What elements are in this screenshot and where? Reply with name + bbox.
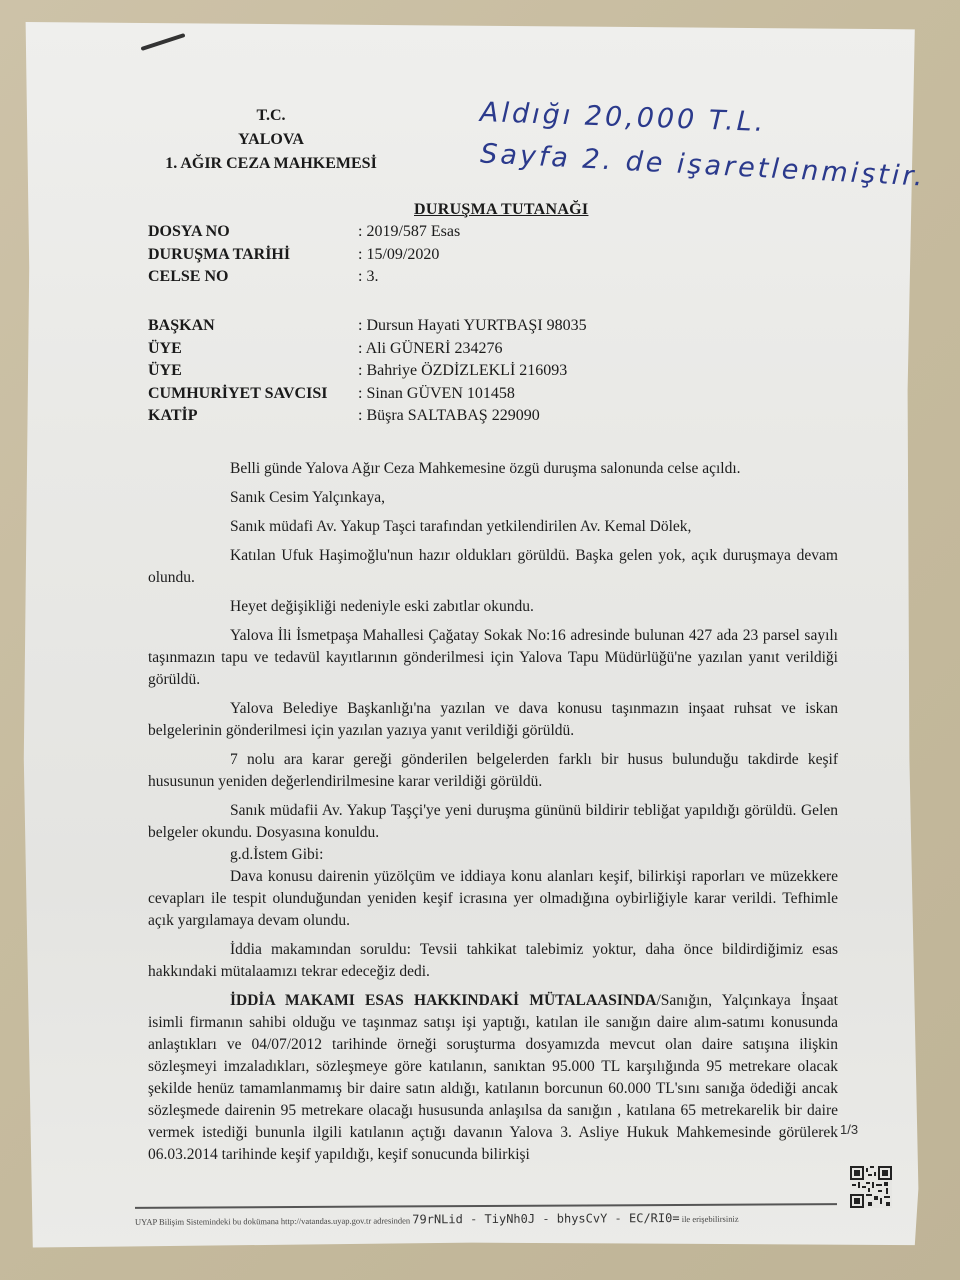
panel-value: : Ali GÜNERİ 234276	[358, 339, 503, 357]
panel-value: : Sinan GÜVEN 101458	[358, 384, 515, 402]
panel-row	[148, 360, 587, 383]
panel-label: KATİP	[148, 407, 198, 424]
paragraph: Yalova İli İsmetpaşa Mahallesi Çağatay Sokak No:16 adresinde bulunan 427 ada 23 parsel sayılı taşınmazın tapu ve tedavül kayıtlarının gönderilmesi için Yalova Tapu Müdürlüğü'ne yazılan yanıt verildiği görüldü.	[148, 627, 838, 688]
hearing-minutes-body	[148, 458, 838, 1173]
panel-label: CUMHURİYET SAVCISI	[148, 384, 328, 402]
case-info-label: DOSYA NO	[148, 223, 230, 240]
handwritten-note-line-1: Aldığı 20,000 T.L.	[479, 97, 767, 138]
paragraph: 7 nolu ara karar gereği gönderilen belgelerden farklı bir husus bulunduğu takdirde keşif hususunun yeniden değerlendirilmesine karar verildiği görüldü.	[148, 751, 838, 790]
panel-row	[148, 405, 587, 428]
case-info	[148, 221, 460, 289]
page-number: 1/3	[840, 1122, 859, 1137]
case-info-row	[148, 221, 460, 244]
paragraph: Sanık müdafii Av. Yakup Taşçi'ye yeni duruşma gününü bildirir tebliğat yapıldığı görüldü. Gelen belgeler okundu. Dosyasına konuldu.	[148, 802, 838, 841]
case-info-label: CELSE NO	[148, 268, 229, 285]
panel-label: BAŞKAN	[148, 317, 215, 334]
panel-row	[148, 338, 587, 361]
case-info-value: : 3.	[358, 268, 379, 285]
paragraph: Sanık müdafi Av. Yakup Taşci tarafından yetkilendirilen Av. Kemal Dölek,	[230, 518, 692, 535]
case-info-row	[148, 244, 460, 267]
case-info-value: : 2019/587 Esas	[358, 223, 461, 240]
case-info-row	[148, 266, 460, 289]
opinion-text: /Sanığın, Yalçınkaya İnşaat isimli firmanın sahibi olduğu ve taşınmaz satışı işi yaptığı, katılan ile sanığın daire alım-satımı konusunda anlaştıkları ve 04/07/2012 tarihinde örneği soruşturma dosyamızda mevcut olan daire satışına ilişkin sözleşmeyi imzaladıkları, sözleşmeye göre katılanın, sanıktan 95.000 TL karşılığında 95 metrekare olacak şekilde henüz tamamlanmamış bir daire satın aldığı, katılanın borcunun 60.000 TL'sını sanığa ödediği ancak sözleşmede dairenin 95 metrekare olacağı hususunda anlaşılsa da sanığın , katılana 65 metrekarelik bir daire vermek istediği bununla ilgili katılanın açtığı davanın Yalova 3. Asliye Hukuk Mahkemesinde görülerek 06.03.2014 tarihinde keşif yapıldığı, keşif sonucunda bilirkişi	[148, 992, 838, 1163]
qr-code-icon	[850, 1166, 892, 1208]
header-line-city: YALOVA	[238, 131, 304, 148]
panel-value: : Büşra SALTABAŞ 229090	[358, 407, 540, 424]
handwritten-note-line-2: Sayfa 2. de işaretlenmiştir.	[479, 138, 927, 193]
header-line-court: 1. AĞIR CEZA MAHKEMESİ	[165, 155, 377, 172]
case-info-label: DURUŞMA TARİHİ	[148, 245, 291, 263]
paragraph: Belli günde Yalova Ağır Ceza Mahkemesine özgü duruşma salonunda celse açıldı.	[230, 460, 741, 477]
footer-suffix: ile erişebilirsiniz	[681, 1213, 739, 1224]
paragraph: Katılan Ufuk Haşimoğlu'nun hazır oldukları görüldü. Başka gelen yok, açık duruşmaya devam olundu.	[148, 547, 838, 586]
panel-row	[148, 383, 587, 406]
panel-label: ÜYE	[148, 362, 182, 379]
panel-label: ÜYE	[148, 339, 182, 357]
panel-row	[148, 315, 587, 338]
document-title: DURUŞMA TUTANAĞI	[414, 201, 589, 218]
paragraph: Dava konusu dairenin yüzölçüm ve iddiaya konu alanları keşif, bilirkişi raporları ve müzekkere cevapları ile tespit olunduğundan yeniden keşif icrasına yer olmadığına oybirliğiyle karar verildi. Tefhimle açık yargılamaya devam olundu.	[148, 868, 838, 929]
paragraph: g.d.İstem Gibi:	[230, 846, 324, 863]
paragraph: Sanık Cesim Yalçınkaya,	[230, 489, 385, 506]
prosecution-opinion	[148, 990, 838, 1166]
paragraph: Yalova Belediye Başkanlığı'na yazılan ve dava konusu taşınmazın inşaat ruhsat ve iskan belgelerinin gönderilmesi için yazılan yazıya yanıt verildiği görüldü.	[148, 700, 838, 739]
panel-value: : Bahriye ÖZDİZLEKLİ 216093	[358, 362, 568, 379]
opinion-heading: İDDİA MAKAMI ESAS HAKKINDAKİ MÜTALAASINDA	[230, 992, 657, 1009]
case-info-value: : 15/09/2020	[358, 245, 440, 263]
header-line-tc: T.C.	[256, 107, 286, 124]
panel-members	[148, 315, 587, 428]
court-header	[146, 104, 396, 176]
paragraph: Heyet değişikliği nedeniyle eski zabıtlar okundu.	[230, 598, 534, 615]
verification-code: 79rNLid - TiyNh0J - bhysCvY - EC/RI0=	[412, 1211, 680, 1227]
paragraph: İddia makamından soruldu: Tevsii tahkikat talebimiz yoktur, daha önce bildirdiğimiz esas hakkındaki mütalaamızı tekrar edeceğiz dedi.	[148, 941, 838, 980]
panel-value: : Dursun Hayati YURTBAŞI 98035	[358, 317, 587, 334]
footer-prefix: UYAP Bilişim Sistemindeki bu dokümana http://vatandas.uyap.gov.tr adresinden	[134, 1215, 411, 1227]
